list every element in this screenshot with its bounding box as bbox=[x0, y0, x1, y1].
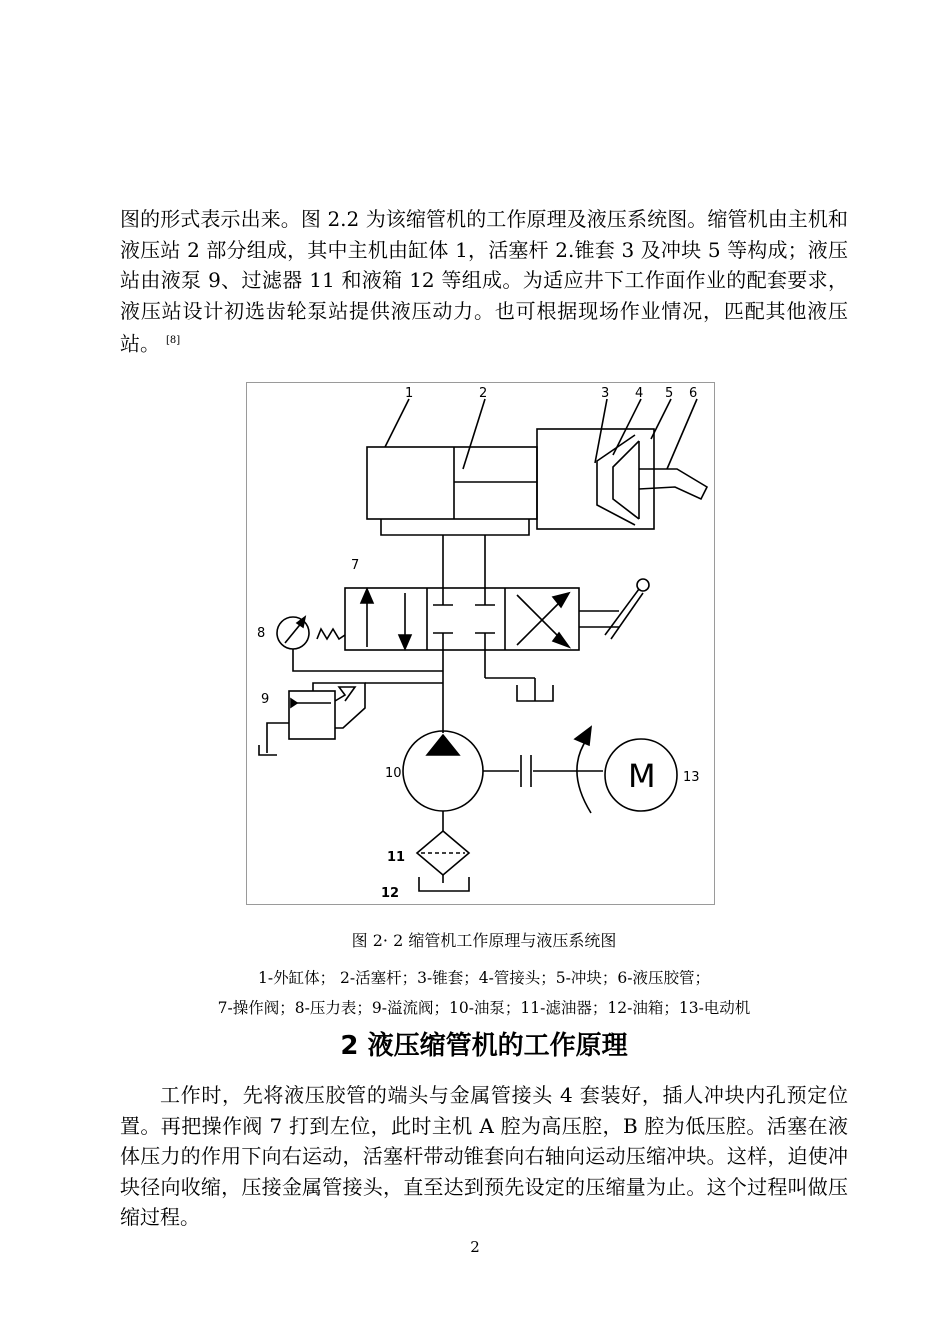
label-2: 2 bbox=[479, 386, 488, 401]
motor-letter: M bbox=[628, 757, 656, 795]
figure-caption: 图 2· 2 缩管机工作原理与液压系统图 bbox=[351, 931, 617, 950]
cross-head-1 bbox=[553, 633, 569, 647]
lever-knob bbox=[637, 579, 649, 591]
valve-spring bbox=[317, 629, 345, 639]
body-paragraph-intro bbox=[120, 204, 848, 359]
relief-valve bbox=[289, 691, 335, 739]
relief-arrow bbox=[291, 699, 297, 707]
oil-tank bbox=[419, 877, 469, 891]
relief-pilot bbox=[313, 683, 365, 728]
label-7: 7 bbox=[351, 558, 360, 573]
label-10: 10 bbox=[385, 766, 402, 781]
hose bbox=[639, 469, 707, 499]
reference-mark: [8] bbox=[166, 335, 181, 346]
label-3: 3 bbox=[601, 386, 610, 401]
arrow-head-up bbox=[361, 589, 373, 603]
pump-arrow bbox=[427, 735, 459, 755]
arrow-head-down bbox=[399, 635, 411, 649]
relief-tank bbox=[259, 745, 277, 755]
hydraulic-system-figure bbox=[246, 382, 715, 905]
relief-spring bbox=[335, 687, 355, 701]
section-heading: 2 液压缩管机的工作原理 bbox=[340, 1031, 628, 1061]
punch bbox=[613, 441, 639, 519]
rotation-arc bbox=[577, 739, 591, 813]
body-paragraph-principle: 工作时，先将液压胶管的端头与金属管接头 4 套装好，插人冲块内孔预定位置。再把操作阀 7 打到左位，此时主机 A 腔为高压腔，B 腔为低压腔。活塞在液体压力的作用下向右运动，活塞杆带动锥套向右轴向运动压缩冲块。这样，迫使冲块径向收缩，压接金属管接头，直至达到预先设定的压缩量为止。这个过程叫做压缩过程。 bbox=[120, 1083, 848, 1229]
page-number: 2 bbox=[470, 1238, 480, 1256]
leader-4 bbox=[613, 399, 641, 455]
rotation-arrow bbox=[575, 727, 591, 745]
gauge-line bbox=[293, 649, 443, 671]
leader-3 bbox=[595, 399, 607, 463]
lever-edge bbox=[611, 593, 643, 639]
leader-5 bbox=[651, 399, 671, 439]
intro-text: 图的形式表示出来。图 2.2 为该缩管机的工作原理及液压系统图。缩管机由主机和液压站 2 部分组成，其中主机由缸体 1，活塞杆 2.锥套 3 及冲块 5 等构成；液压站由液泵 9、过滤器 11 和液箱 12 等组成。为适应井下工作面作业的配套要求，液压站设计初选齿轮泵站提供液压动力。也可根据现场作业情况，匹配其他液压站。 bbox=[120, 207, 848, 356]
figure-legend-line-2: 7-操作阀；8-压力表；9-溢流阀；10-油泵；11-滤油器；12-油箱；13-电动机 bbox=[217, 999, 751, 1017]
label-9: 9 bbox=[261, 692, 270, 707]
cross-head-2 bbox=[553, 593, 569, 607]
hydraulic-schematic bbox=[247, 383, 716, 906]
label-8: 8 bbox=[257, 626, 266, 641]
relief-drain bbox=[267, 723, 289, 753]
figure-legend-line-1: 1-外缸体； 2-活塞杆；3-锥套；4-管接头；5-冲块；6-液压胶管； bbox=[257, 969, 711, 987]
label-6: 6 bbox=[689, 386, 698, 401]
leader-6 bbox=[667, 399, 697, 469]
label-12: 12 bbox=[381, 886, 400, 901]
label-13: 13 bbox=[683, 770, 700, 785]
label-5: 5 bbox=[665, 386, 674, 401]
leader-2 bbox=[463, 399, 485, 469]
label-4: 4 bbox=[635, 386, 644, 401]
lever bbox=[605, 589, 639, 635]
port-a-line bbox=[381, 519, 529, 535]
label-1: 1 bbox=[405, 386, 414, 401]
label-11: 11 bbox=[387, 850, 406, 865]
cylinder-body bbox=[367, 447, 537, 519]
leader-1 bbox=[385, 399, 409, 447]
